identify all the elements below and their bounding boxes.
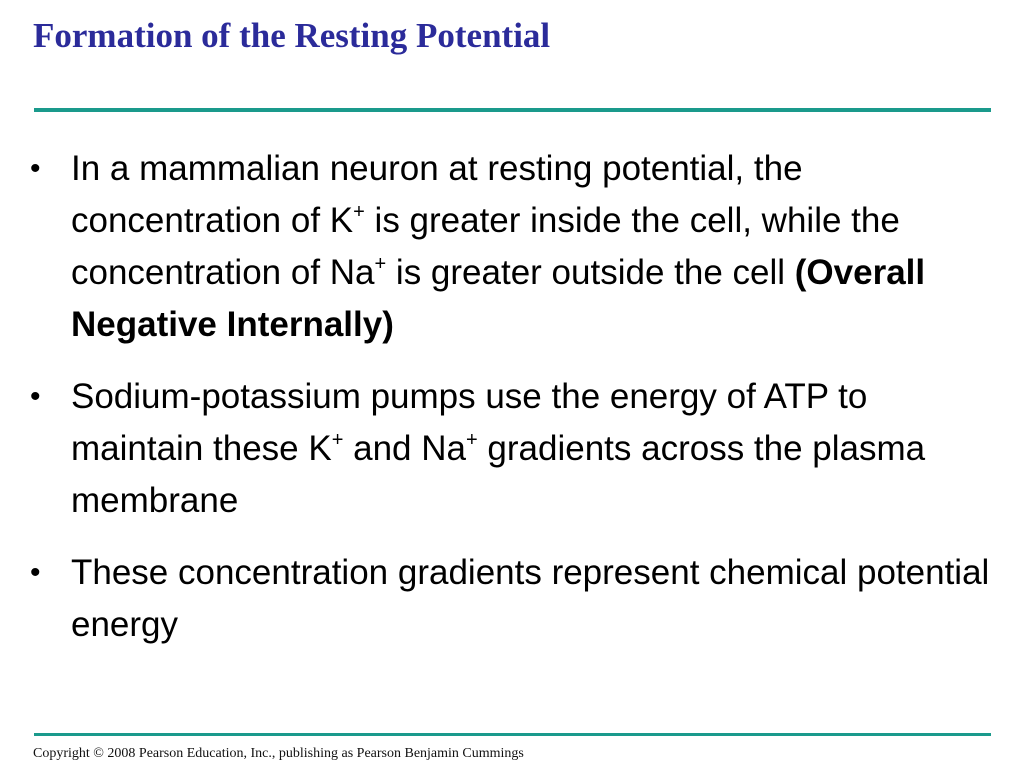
title-divider <box>34 108 991 112</box>
bullet-item <box>30 371 1005 527</box>
bullet-emphasis: (Overall Negative Internally) <box>71 253 926 344</box>
slide-title: Formation of the Resting Potential <box>33 16 551 55</box>
footer-divider <box>34 733 991 736</box>
bullet-list <box>30 143 1005 671</box>
bullet-icon: • <box>30 380 41 413</box>
bullet-text: In a mammalian neuron at resting potential, the concentration of K <box>71 149 803 240</box>
bullet-text: and Na <box>343 429 466 468</box>
superscript: + <box>466 429 478 451</box>
bullet-icon: • <box>30 152 41 185</box>
superscript: + <box>331 429 344 451</box>
bullet-icon: • <box>30 556 41 589</box>
superscript: + <box>353 201 365 223</box>
bullet-item <box>30 547 1005 651</box>
bullet-text: is greater outside the cell <box>386 253 795 292</box>
superscript: + <box>374 253 387 275</box>
copyright-footer: Copyright © 2008 Pearson Education, Inc., publishing as Pearson Benjamin Cummings <box>33 746 524 761</box>
bullet-text: is greater inside the cell, while the concentration of Na <box>71 201 900 292</box>
bullet-text: gradients across the plasma membrane <box>71 429 926 520</box>
bullet-text: Sodium-potassium pumps use the energy of ATP to maintain these K <box>71 377 868 468</box>
bullet-text: These concentration gradients represent chemical potential energy <box>71 553 990 644</box>
bullet-item <box>30 143 1005 351</box>
